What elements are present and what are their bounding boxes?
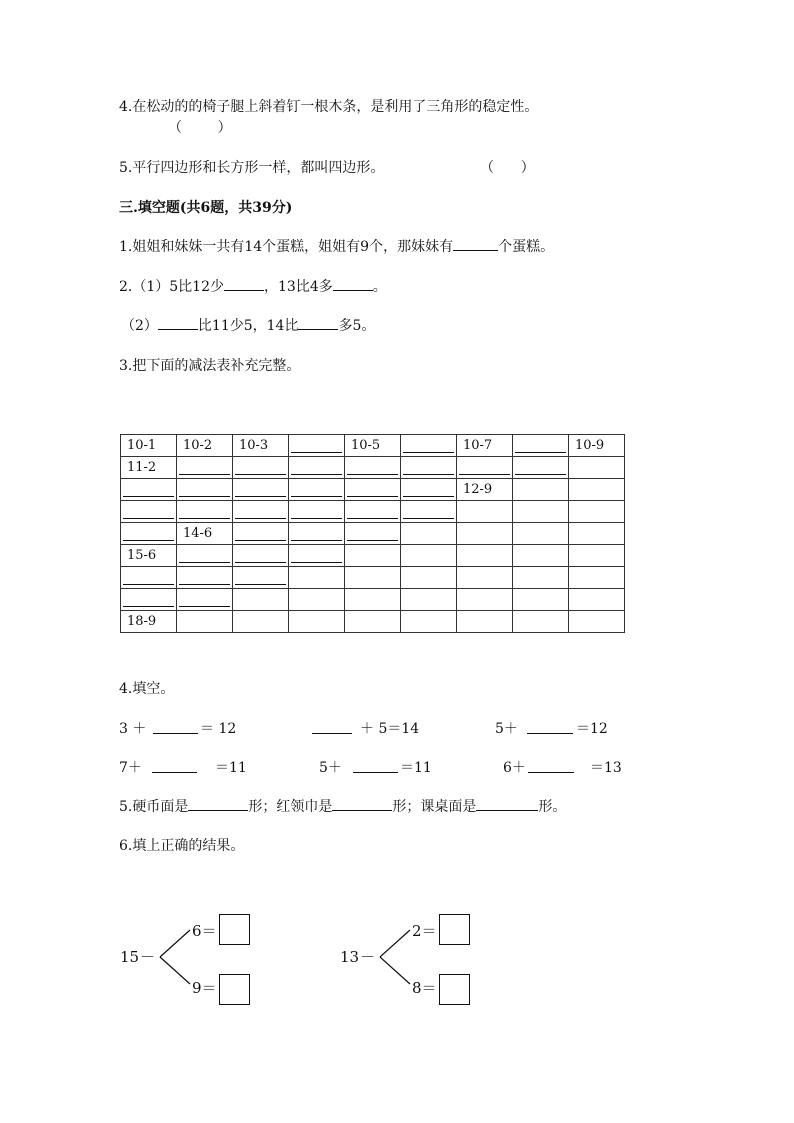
eq-r1-c1-blank[interactable]: [153, 719, 198, 734]
table-cell: 10-2: [177, 435, 233, 457]
table-blank-cell[interactable]: [233, 567, 289, 589]
table-empty-cell: [289, 589, 345, 611]
table-empty-cell: [569, 567, 625, 589]
blank-underline: [291, 474, 342, 475]
eq-r2-c2-a: 5＋: [319, 760, 342, 776]
table-blank-cell[interactable]: [345, 501, 401, 523]
table-blank-cell[interactable]: [401, 501, 457, 523]
eq-r2-c3-blank[interactable]: [528, 758, 574, 773]
table-blank-cell[interactable]: [177, 479, 233, 501]
fill-5-text-b: 形；红领巾是: [248, 799, 333, 815]
blank-underline: [235, 518, 286, 519]
table-blank-cell[interactable]: [233, 523, 289, 545]
fill-2-l2-text-b: 比11少5，14比: [197, 318, 299, 334]
table-empty-cell: [569, 545, 625, 567]
table-blank-cell[interactable]: [177, 457, 233, 479]
tree-1-top-answer-box[interactable]: [219, 914, 250, 945]
eq-r1-c2-blank[interactable]: [312, 719, 352, 734]
table-blank-cell[interactable]: [233, 479, 289, 501]
table-cell: 10-3: [233, 435, 289, 457]
blank-underline: [235, 562, 286, 563]
blank-underline: [179, 474, 230, 475]
blank-underline: [347, 496, 398, 497]
table-blank-cell[interactable]: [121, 479, 177, 501]
table-empty-cell: [513, 567, 569, 589]
table-empty-cell: [569, 457, 625, 479]
table-empty-cell: [569, 501, 625, 523]
blank-underline: [123, 496, 174, 497]
table-empty-cell: [513, 501, 569, 523]
table-row: [121, 501, 625, 523]
table-blank-cell[interactable]: [345, 479, 401, 501]
table-blank-cell[interactable]: [345, 523, 401, 545]
table-empty-cell: [513, 589, 569, 611]
fill-2-blank-2[interactable]: [333, 276, 373, 291]
blank-underline: [403, 496, 454, 497]
table-blank-cell[interactable]: [289, 545, 345, 567]
eq-r1-c2-b: ＋ 5＝14: [360, 721, 420, 737]
tree-2-bottom-answer-box[interactable]: [439, 974, 470, 1005]
blank-underline: [291, 496, 342, 497]
table-empty-cell: [401, 545, 457, 567]
table-empty-cell: [289, 611, 345, 633]
table-empty-cell: [401, 611, 457, 633]
table-blank-cell[interactable]: [177, 567, 233, 589]
fill-2-l1-text-b: ，13比4多: [264, 279, 333, 295]
table-empty-cell: [401, 589, 457, 611]
fill-5-text-d: 形。: [538, 799, 567, 815]
fill-2-blank-4[interactable]: [298, 315, 338, 330]
blank-underline: [459, 474, 510, 475]
fill-5-blank-2[interactable]: [332, 796, 392, 811]
table-blank-cell[interactable]: [513, 457, 569, 479]
table-empty-cell: [457, 545, 513, 567]
table-blank-cell[interactable]: [345, 457, 401, 479]
fill-2-l2-text-c: 多5。: [338, 318, 376, 334]
table-row: [121, 457, 625, 479]
question-4-text: 4.在松动的的椅子腿上斜着钉一根木条，是利用了三角形的稳定性。: [119, 99, 539, 115]
fill-question-2-line-1: [119, 276, 387, 296]
table-cell: 12-9: [457, 479, 513, 501]
eq-r1-c3-b: ＝12: [576, 721, 608, 737]
fill-2-blank-3[interactable]: [158, 315, 198, 330]
table-empty-cell: [569, 523, 625, 545]
decomposition-tree-2: [338, 912, 478, 1012]
blank-underline: [179, 584, 230, 585]
table-blank-cell[interactable]: [121, 589, 177, 611]
blank-underline: [123, 606, 174, 607]
table-empty-cell: [457, 523, 513, 545]
tree-2-bottom-label: 8＝: [412, 979, 437, 997]
blank-underline: [291, 540, 342, 541]
table-cell: 11-2: [121, 457, 177, 479]
fill-question-2-line-2: [121, 315, 375, 335]
table-cell: 14-6: [177, 523, 233, 545]
blank-underline: [179, 518, 230, 519]
blank-underline: [403, 452, 454, 453]
question-4-answer-paren[interactable]: （ ）: [168, 120, 232, 136]
table-blank-cell[interactable]: [401, 457, 457, 479]
eq-r2-c2-b: ＝11: [400, 760, 432, 776]
table-empty-cell: [233, 611, 289, 633]
table-blank-cell[interactable]: [289, 457, 345, 479]
blank-underline: [347, 540, 398, 541]
table-empty-cell: [401, 567, 457, 589]
table-blank-cell[interactable]: [121, 567, 177, 589]
blank-underline: [403, 518, 454, 519]
decomposition-tree-1: [118, 912, 258, 1012]
table-blank-cell[interactable]: [513, 435, 569, 457]
fill-question-1: [119, 236, 554, 256]
table-row: [121, 611, 625, 633]
table-empty-cell: [457, 611, 513, 633]
table-empty-cell: [513, 611, 569, 633]
blank-underline: [515, 474, 566, 475]
blank-underline: [403, 474, 454, 475]
eq-r1-c3-blank[interactable]: [527, 719, 573, 734]
table-blank-cell[interactable]: [401, 435, 457, 457]
table-empty-cell: [513, 479, 569, 501]
question-5-answer-paren[interactable]: （ ）: [480, 160, 535, 176]
blank-underline: [179, 562, 230, 563]
table-empty-cell: [345, 567, 401, 589]
fill-2-l2-text-a: （2）: [121, 318, 158, 334]
table-empty-cell: [401, 523, 457, 545]
table-cell: 10-5: [345, 435, 401, 457]
eq-r2-c1-a: 7＋: [119, 760, 142, 776]
table-empty-cell: [345, 545, 401, 567]
tree-2-top-answer-box[interactable]: [439, 914, 470, 945]
fill-1-blank[interactable]: [453, 236, 498, 251]
fill-question-6-title: 6.填上正确的结果。: [119, 838, 245, 854]
blank-underline: [291, 518, 342, 519]
blank-underline: [291, 452, 342, 453]
table-cell: 10-1: [121, 435, 177, 457]
fill-5-text-a: 5.硬币面是: [119, 799, 189, 815]
tree-2-root: 13: [340, 948, 360, 966]
eq-r1-c3-a: 5＋: [495, 721, 518, 737]
fill-5-text-c: 形；课桌面是: [392, 799, 477, 815]
fill-question-4-title: 4.填空。: [119, 681, 175, 697]
tree-1-bottom-label: 9＝: [192, 979, 217, 997]
table-blank-cell[interactable]: [121, 523, 177, 545]
table-empty-cell: [457, 567, 513, 589]
table-blank-cell[interactable]: [289, 501, 345, 523]
table-row: [121, 479, 625, 501]
section-3-title: 三.填空题(共6题，共39分): [119, 200, 293, 216]
eq-r2-c3-a: 6＋: [503, 760, 526, 776]
table-empty-cell: [569, 589, 625, 611]
blank-underline: [291, 562, 342, 563]
fill-2-l1-text-a: 2.（1）5比12少: [119, 279, 224, 295]
table-empty-cell: [233, 589, 289, 611]
table-empty-cell: [513, 523, 569, 545]
table-blank-cell[interactable]: [289, 523, 345, 545]
tree-1-root: 15: [120, 948, 140, 966]
fill-2-blank-1[interactable]: [224, 276, 264, 291]
eq-r2-c1-b: ＝11: [215, 760, 247, 776]
subtraction-table: [120, 434, 625, 633]
blank-underline: [123, 518, 174, 519]
table-row: [121, 567, 625, 589]
eq-r2-c3-b: ＝13: [590, 760, 622, 776]
table-empty-cell: [457, 501, 513, 523]
table-row: [121, 435, 625, 457]
blank-underline: [515, 452, 566, 453]
table-empty-cell: [569, 611, 625, 633]
blank-underline: [235, 474, 286, 475]
table-empty-cell: [345, 611, 401, 633]
table-empty-cell: [569, 479, 625, 501]
fill-2-l1-text-c: 。: [372, 279, 387, 295]
table-blank-cell[interactable]: [121, 501, 177, 523]
eq-r2-c2-blank[interactable]: [353, 758, 398, 773]
eq-r1-c1-a: 3 ＋: [119, 721, 147, 737]
table-cell: 10-9: [569, 435, 625, 457]
tree-1-operator: －: [140, 948, 156, 966]
blank-underline: [123, 540, 174, 541]
table-row: [121, 589, 625, 611]
table-empty-cell: [457, 589, 513, 611]
blank-underline: [347, 474, 398, 475]
table-blank-cell[interactable]: [233, 457, 289, 479]
table-cell: 15-6: [121, 545, 177, 567]
tree-1-bottom-answer-box[interactable]: [219, 974, 250, 1005]
table-blank-cell[interactable]: [289, 435, 345, 457]
table-blank-cell[interactable]: [233, 501, 289, 523]
fill-1-text-b: 个蛋糕。: [498, 239, 555, 255]
blank-underline: [179, 496, 230, 497]
question-5-text: 5.平行四边形和长方形一样，都叫四边形。: [119, 160, 385, 176]
tree-2-operator: －: [360, 948, 376, 966]
table-row: [121, 545, 625, 567]
blank-underline: [179, 606, 230, 607]
eq-r1-c1-b: ＝ 12: [200, 721, 237, 737]
tree-2-top-label: 2＝: [412, 922, 437, 940]
blank-underline: [235, 540, 286, 541]
eq-r2-c1-blank[interactable]: [152, 758, 197, 773]
table-blank-cell[interactable]: [289, 479, 345, 501]
blank-underline: [347, 518, 398, 519]
fill-1-text-a: 1.姐姐和妹妹一共有14个蛋糕，姐姐有9个，那妹妹有: [119, 239, 454, 255]
blank-underline: [235, 496, 286, 497]
table-empty-cell: [513, 545, 569, 567]
fill-question-5: [119, 796, 566, 816]
table-blank-cell[interactable]: [401, 479, 457, 501]
table-cell: 10-7: [457, 435, 513, 457]
fill-question-3: 3.把下面的减法表补充完整。: [119, 358, 301, 374]
table-cell: 18-9: [121, 611, 177, 633]
table-empty-cell: [177, 611, 233, 633]
blank-underline: [235, 584, 286, 585]
tree-1-top-label: 6＝: [192, 922, 217, 940]
table-empty-cell: [289, 567, 345, 589]
table-blank-cell[interactable]: [457, 457, 513, 479]
table-blank-cell[interactable]: [177, 545, 233, 567]
blank-underline: [123, 584, 174, 585]
table-blank-cell[interactable]: [233, 545, 289, 567]
fill-5-blank-1[interactable]: [188, 796, 248, 811]
table-empty-cell: [345, 589, 401, 611]
table-blank-cell[interactable]: [177, 501, 233, 523]
table-row: [121, 523, 625, 545]
fill-5-blank-3[interactable]: [476, 796, 538, 811]
table-blank-cell[interactable]: [177, 589, 233, 611]
